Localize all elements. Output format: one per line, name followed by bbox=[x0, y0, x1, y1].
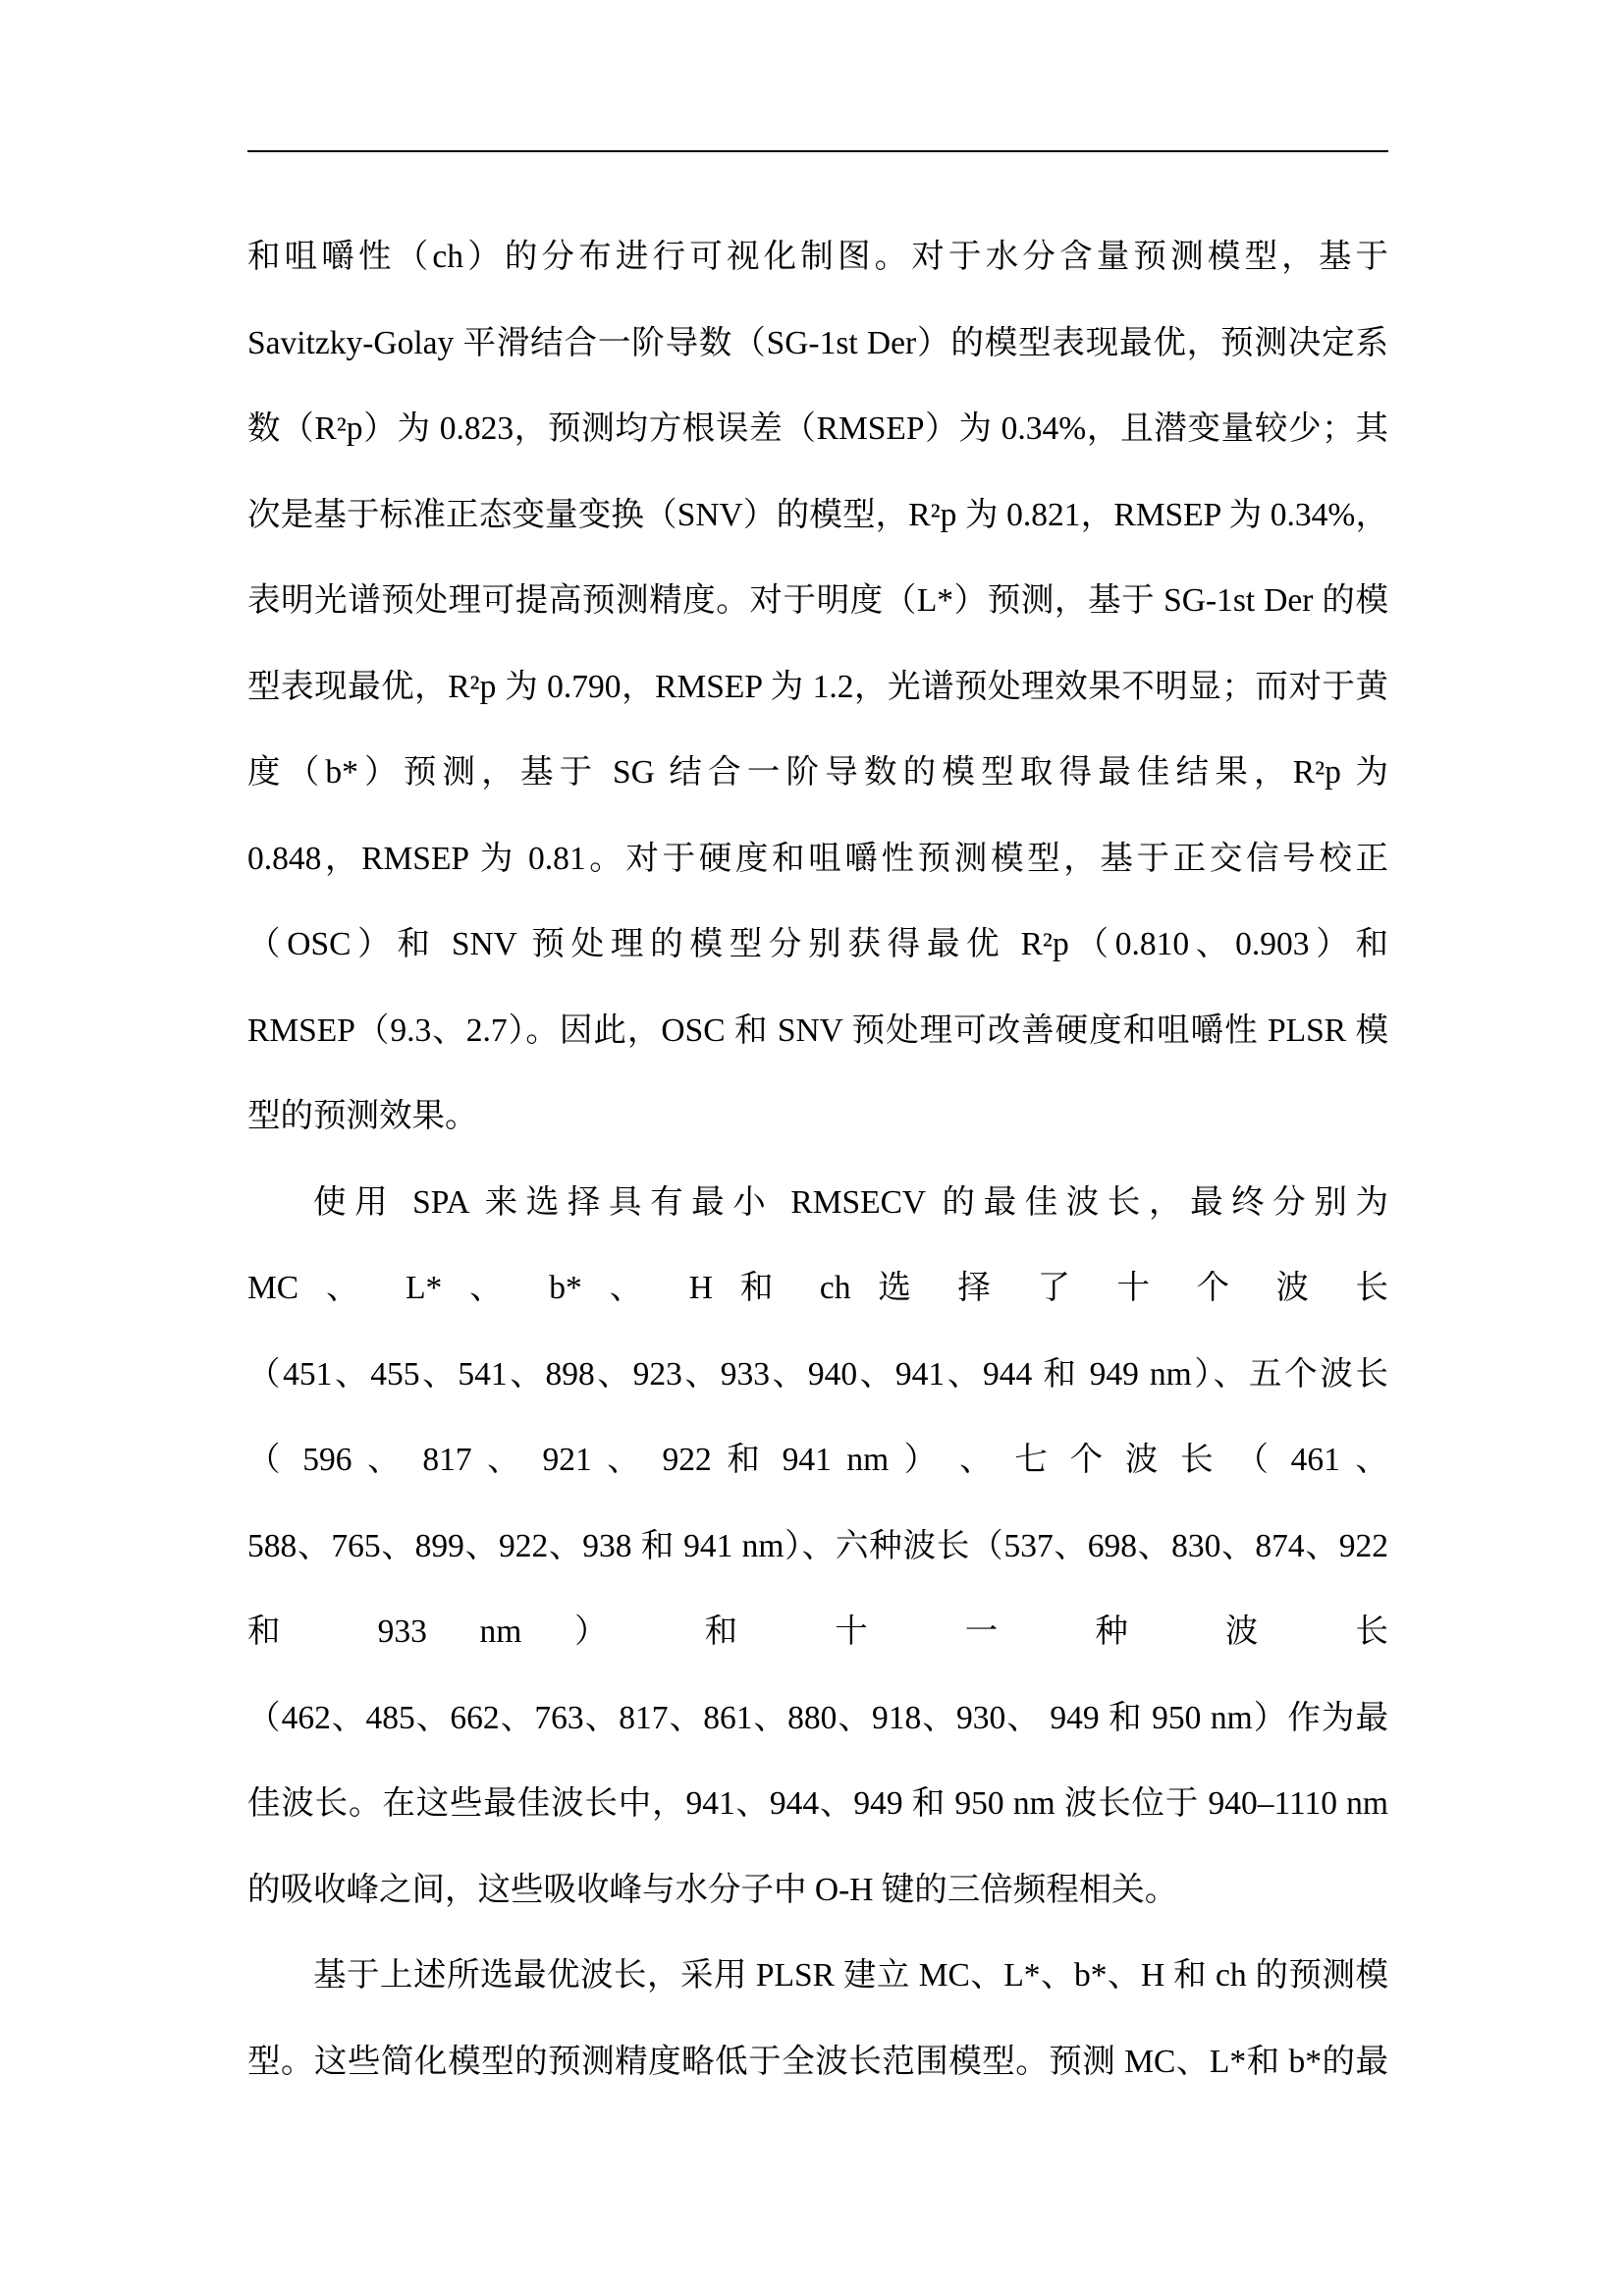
text-line: 表明光谱预处理可提高预测精度。对于明度（L*）预测，基于 SG-1st Der 的模 bbox=[247, 582, 1388, 619]
text-line: （462、485、662、763、817、861、880、918、930、 949 和 950 nm）作为最 bbox=[247, 1700, 1388, 1736]
text-line: 型表现最优，R²p 为 0.790，RMSEP 为 1.2，光谱预处理效果不明显；而对于黄 bbox=[247, 669, 1388, 705]
text-line: 和咀嚼性（ch）的分布进行可视化制图。对于水分含量预测模型，基于 bbox=[247, 239, 1388, 275]
text-line: 0.848，RMSEP 为 0.81。对于硬度和咀嚼性预测模型，基于正交信号校正 bbox=[247, 841, 1388, 877]
text-line: 的吸收峰之间，这些吸收峰与水分子中 O-H 键的三倍频程相关。 bbox=[247, 1872, 1178, 1908]
text-line: 588、765、899、922、938 和 941 nm）、六种波长（537、698、830、874、922 bbox=[247, 1528, 1388, 1564]
header-rule bbox=[247, 150, 1388, 152]
text-line: 基于上述所选最优波长，采用 PLSR 建立 MC、L*、b*、H 和 ch 的预测模 bbox=[313, 1957, 1388, 1994]
text-line: 和 933 nm ） 和 十 一 种 波 长 bbox=[247, 1613, 1388, 1650]
text-line: 次是基于标准正态变量变换（SNV）的模型，R²p 为 0.821，RMSEP 为 0.34%， bbox=[247, 497, 1388, 533]
text-line: RMSEP（9.3、2.7）。因此，OSC 和 SNV 预处理可改善硬度和咀嚼性 PLSR 模 bbox=[247, 1012, 1388, 1049]
text-line: 度（b*）预测，基于 SG 结合一阶导数的模型取得最佳结果，R²p 为 bbox=[247, 754, 1388, 791]
text-line: Savitzky-Golay 平滑结合一阶导数（SG-1st Der）的模型表现最优，预测决定系 bbox=[247, 325, 1388, 361]
text-line: （ 596 、 817 、 921 、 922 和 941 nm ） 、 七 个 波 长 （ 461 、 bbox=[247, 1442, 1388, 1478]
text-line: MC 、 L* 、 b* 、 H 和 ch 选 择 了 十 个 波 长 bbox=[247, 1270, 1388, 1306]
text-line: 型的预测效果。 bbox=[247, 1098, 478, 1134]
text-line: 使用 SPA 来选择具有最小 RMSECV 的最佳波长，最终分别为 bbox=[313, 1184, 1388, 1221]
text-line: 佳波长。在这些最佳波长中，941、944、949 和 950 nm 波长位于 940–1110 nm bbox=[247, 1785, 1388, 1822]
text-line: 数（R²p）为 0.823，预测均方根误差（RMSEP）为 0.34%，且潜变量较少；其 bbox=[247, 410, 1388, 447]
text-line: （OSC）和 SNV 预处理的模型分别获得最优 R²p（0.810、0.903）和 bbox=[247, 926, 1388, 962]
text-line: 型。这些简化模型的预测精度略低于全波长范围模型。预测 MC、L*和 b*的最 bbox=[247, 2044, 1388, 2080]
text-line: （451、455、541、898、923、933、940、941、944 和 949 nm）、五个波长 bbox=[247, 1356, 1388, 1393]
